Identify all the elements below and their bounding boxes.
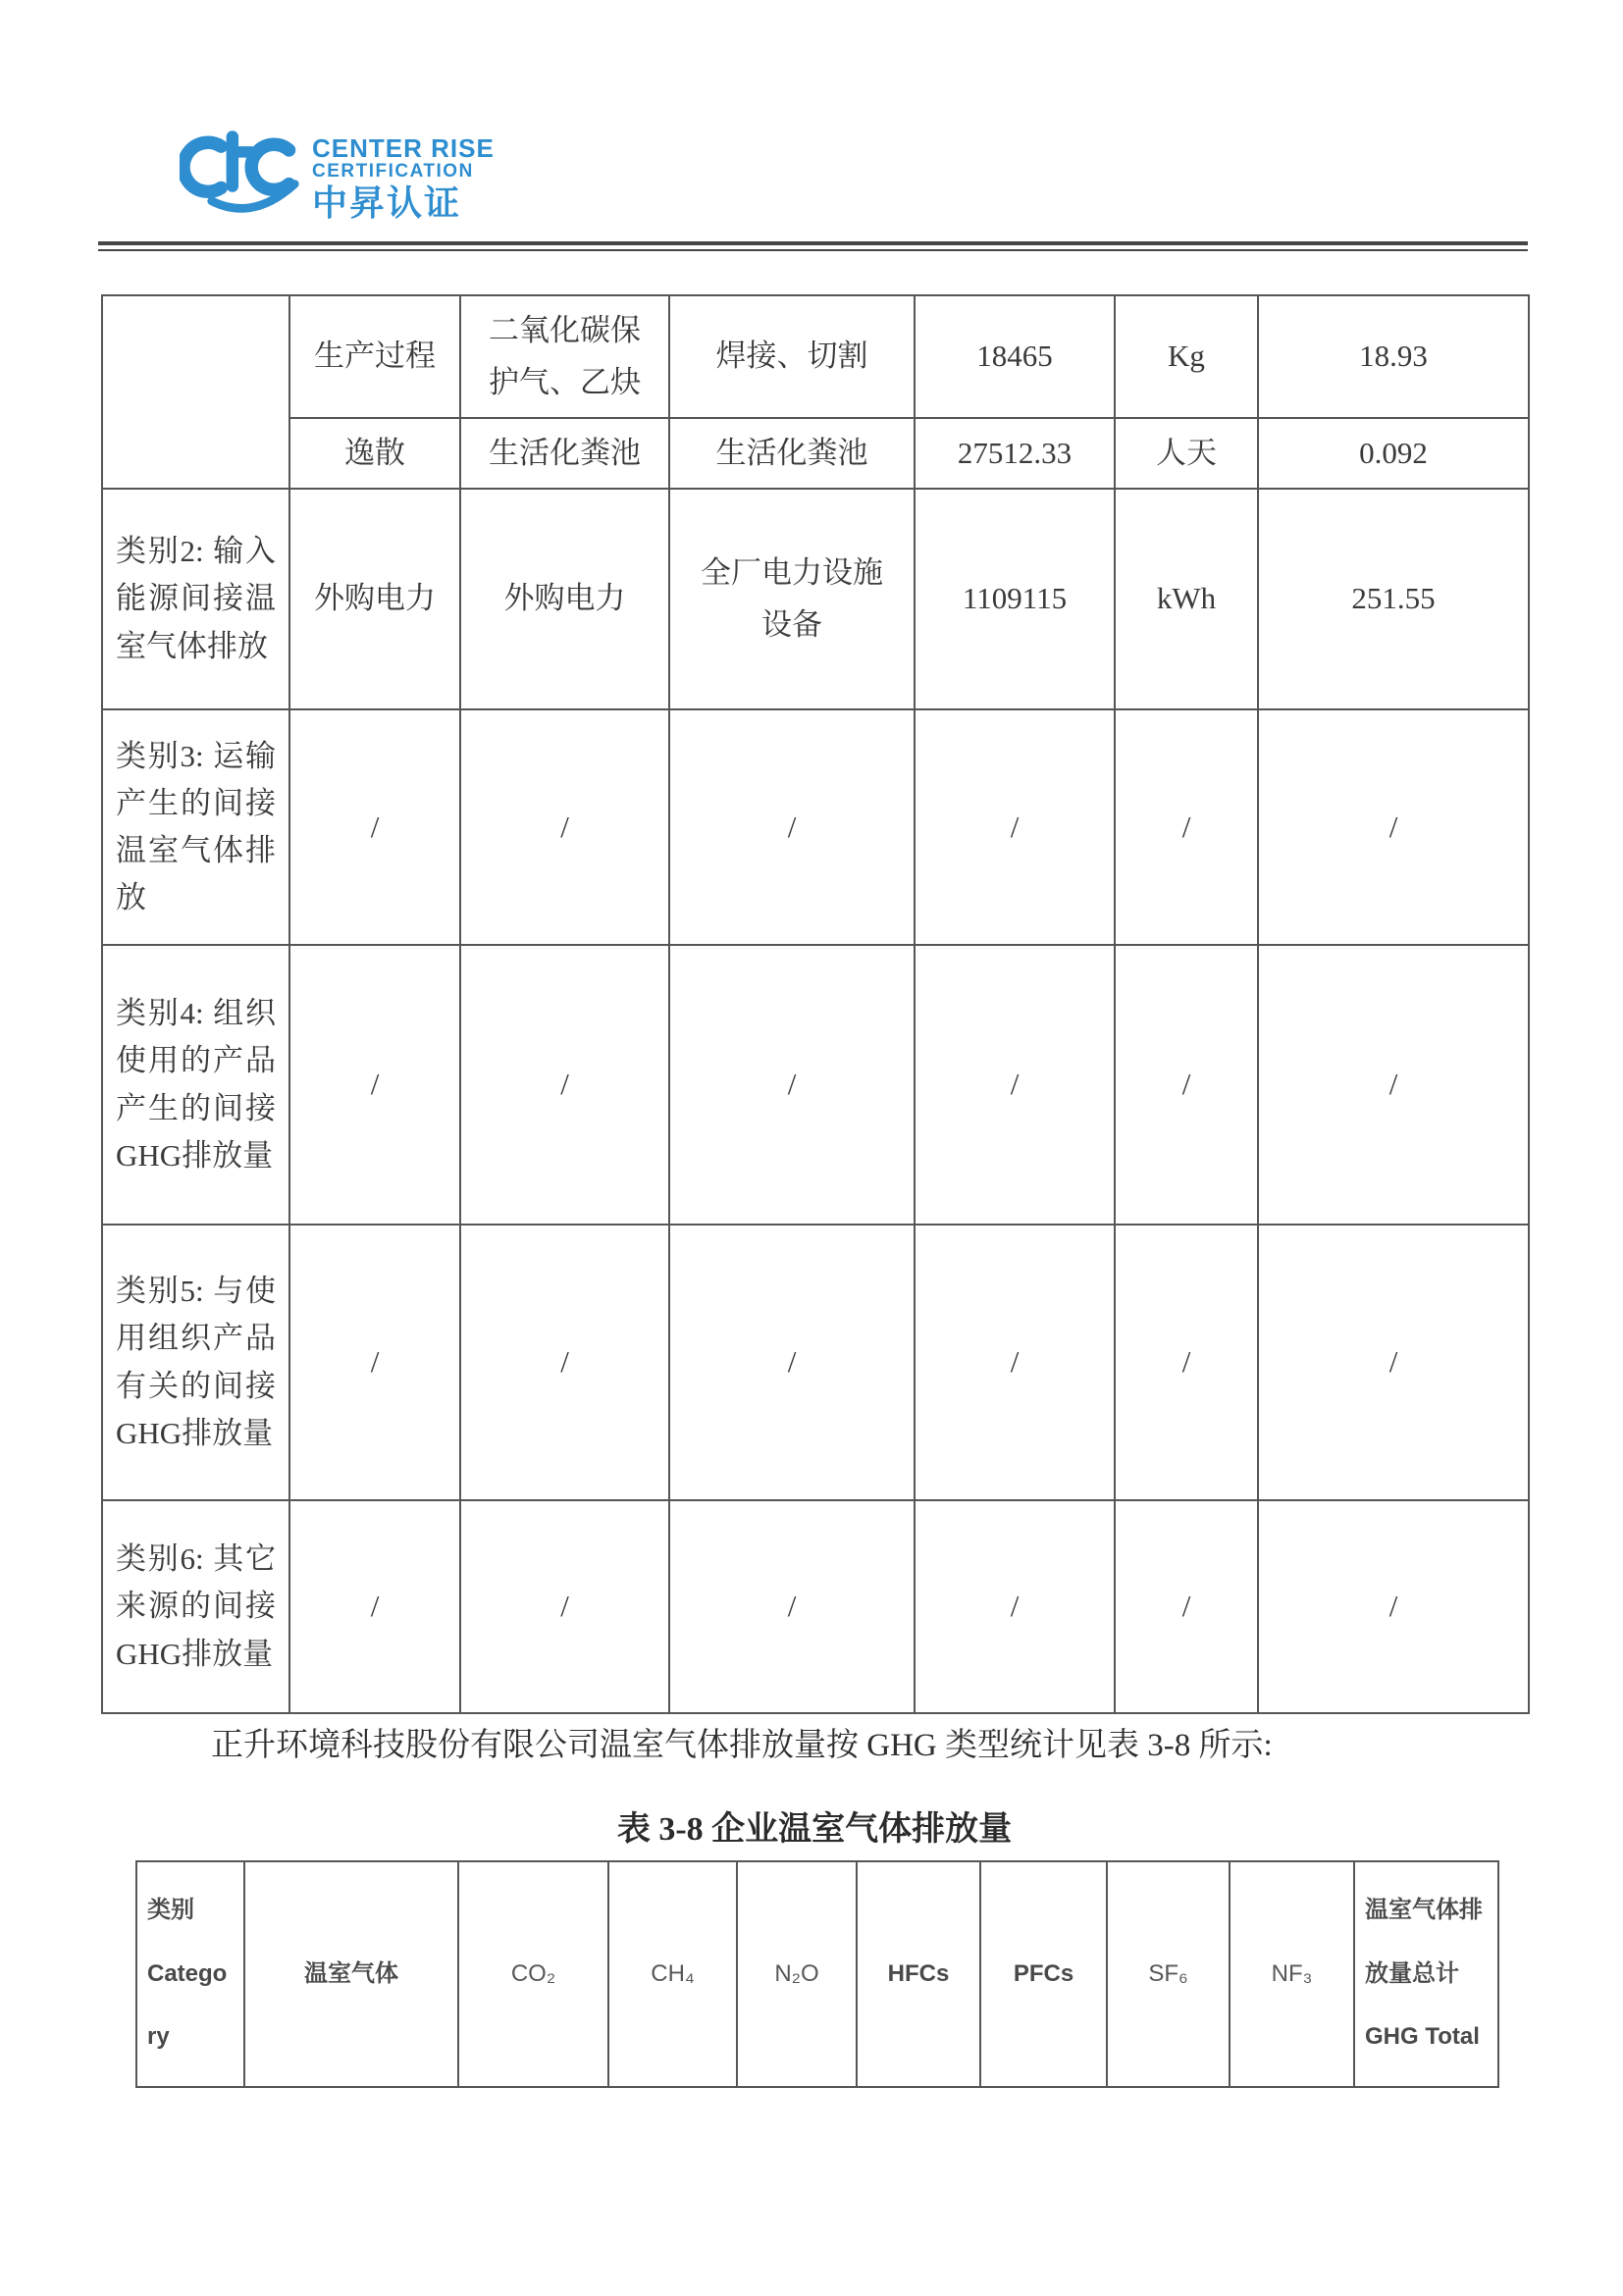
header-hfcs: HFCs — [857, 1861, 980, 2087]
table-cell: 生活化粪池 — [460, 418, 669, 489]
table-cell: / — [289, 1225, 460, 1500]
table-cell: / — [669, 945, 915, 1225]
table-cell: 人天 — [1115, 418, 1258, 489]
table-cell: / — [915, 709, 1115, 945]
header-divider — [98, 241, 1528, 251]
logo-line2: CERTIFICATION — [312, 161, 474, 182]
table-cell: / — [460, 945, 669, 1225]
header-ghg-total-en: GHG Total — [1365, 2023, 1480, 2051]
table-row — [102, 709, 1529, 945]
header-category — [136, 1861, 244, 2087]
table-cell: 焊接、切割 — [669, 295, 915, 418]
table-row — [102, 418, 1529, 489]
table-cell: / — [1258, 1225, 1529, 1500]
table-row — [102, 1225, 1529, 1500]
table-cell: / — [1115, 1225, 1258, 1500]
header-sf6: SF₆ — [1107, 1861, 1230, 2087]
table-cell: / — [669, 709, 915, 945]
logo-line3: 中昇认证 — [312, 182, 462, 223]
table-cell: / — [1115, 945, 1258, 1225]
table-cell: / — [460, 1500, 669, 1713]
header-co2: CO₂ — [458, 1861, 608, 2087]
table-cell: / — [1115, 1500, 1258, 1713]
table-row — [102, 489, 1529, 709]
table-cell: 生活化粪池 — [669, 418, 915, 489]
header-category-en: Category — [147, 1959, 228, 2051]
table-header-row — [136, 1861, 1498, 2087]
header-ch4: CH₄ — [608, 1861, 737, 2087]
header-n2o: N₂O — [737, 1861, 857, 2087]
table-cell: / — [669, 1500, 915, 1713]
table-cell: 251.55 — [1258, 489, 1529, 709]
table-cell: 0.092 — [1258, 418, 1529, 489]
header-ghg-total — [1354, 1861, 1498, 2087]
header-pfcs: PFCs — [980, 1861, 1107, 2087]
table-cell: kWh — [1115, 489, 1258, 709]
table-cell: 18465 — [915, 295, 1115, 418]
header-nf3: NF₃ — [1230, 1861, 1354, 2087]
table-cell: / — [289, 1500, 460, 1713]
table-cell: 27512.33 — [915, 418, 1115, 489]
table-cell: / — [289, 709, 460, 945]
table-cell: / — [669, 1225, 915, 1500]
table-cell: 18.93 — [1258, 295, 1529, 418]
table-cell: Kg — [1115, 295, 1258, 418]
table-cell: 外购电力 — [289, 489, 460, 709]
table-cell: 二氧化碳保护气、乙炔 — [460, 295, 669, 418]
category-cell — [102, 295, 289, 489]
ghg-by-type-table — [135, 1860, 1499, 2088]
table-cell: / — [460, 709, 669, 945]
logo-text — [312, 128, 495, 223]
table-cell: 生产过程 — [289, 295, 460, 418]
table-row — [102, 945, 1529, 1225]
category-cell: 类别2: 输入能源间接温室气体排放 — [102, 489, 289, 709]
table-cell: / — [1115, 709, 1258, 945]
table-cell: / — [460, 1225, 669, 1500]
table-cell: / — [915, 1500, 1115, 1713]
category-cell: 类别3: 运输产生的间接温室气体排放 — [102, 709, 289, 945]
table-cell: / — [915, 945, 1115, 1225]
ghg-categories-table — [101, 294, 1530, 1714]
table-cell: / — [289, 945, 460, 1225]
table-cell: / — [1258, 709, 1529, 945]
header-ghg: 温室气体 — [244, 1861, 458, 2087]
table-row — [102, 295, 1529, 418]
table-3-8-title: 表 3-8 企业温室气体排放量 — [616, 1811, 1013, 1848]
crc-monogram-icon — [180, 128, 302, 221]
table-cell: 全厂电力设施设备 — [669, 489, 915, 709]
table-cell: / — [1258, 1500, 1529, 1713]
body-paragraph: 正升环境科技股份有限公司温室气体排放量按 GHG 类型统计见表 3-8 所示: — [211, 1728, 1273, 1763]
category-cell: 类别6: 其它来源的间接GHG排放量 — [102, 1500, 289, 1713]
logo — [180, 128, 495, 223]
header-category-zh: 类别 — [147, 1896, 194, 1923]
table-cell: 逸散 — [289, 418, 460, 489]
table-cell: / — [1258, 945, 1529, 1225]
logo-line1: CENTER RISE — [312, 133, 495, 163]
table-cell: 1109115 — [915, 489, 1115, 709]
table-cell: 外购电力 — [460, 489, 669, 709]
category-cell: 类别5: 与使用组织产品有关的间接GHG排放量 — [102, 1225, 289, 1500]
table-row — [102, 1500, 1529, 1713]
header-ghg-total-zh: 温室气体排放量总计 — [1365, 1896, 1483, 1987]
category-cell: 类别4: 组织使用的产品产生的间接GHG排放量 — [102, 945, 289, 1225]
table-cell: / — [915, 1225, 1115, 1500]
